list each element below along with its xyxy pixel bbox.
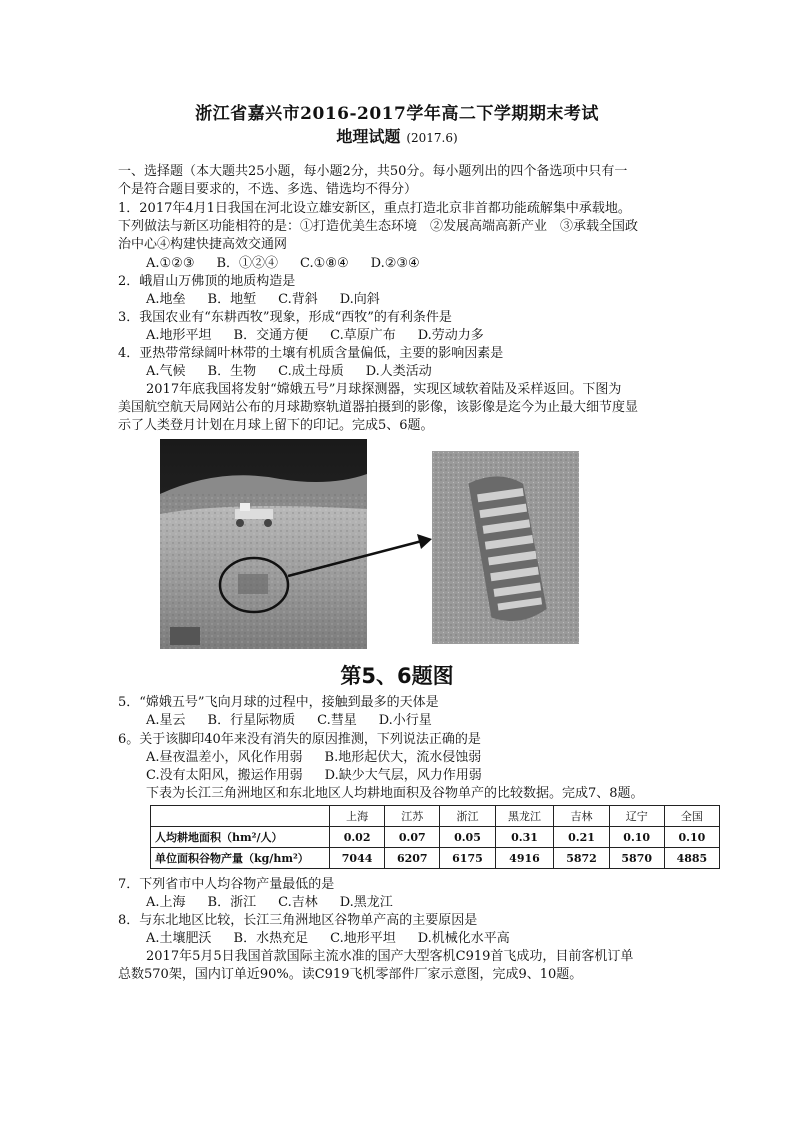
option-b: B.地形起伏大，流水侵蚀弱	[324, 750, 482, 765]
table-cell: 0.02	[330, 827, 385, 848]
farmland-grain-table	[150, 805, 720, 869]
question-1-options	[146, 255, 442, 272]
table-row-label: 人均耕地面积（hm²/人）	[151, 827, 330, 848]
lunar-landscape-photo	[160, 439, 367, 649]
question-3-stem: 3．我国农业有“东耕西牧”现象，形成“西牧”的有利条件是	[118, 310, 452, 325]
footprint-closeup-photo	[432, 451, 579, 644]
option-c: C.背斜	[278, 292, 318, 307]
option-d: D.人类活动	[365, 364, 432, 379]
option-b: B．生物	[207, 364, 257, 379]
table-cell: 5870	[609, 848, 664, 869]
question-6-options-row1	[146, 749, 503, 766]
option-d: D.小行星	[378, 713, 432, 728]
table-cell: 0.10	[609, 827, 664, 848]
table-row	[151, 848, 720, 869]
table-cell: 4916	[495, 848, 554, 869]
question-4-stem: 4．亚热带常绿阔叶林带的土壤有机质含量偏低，主要的影响因素是	[118, 346, 504, 361]
passage-5-6-line1: 2017年底我国将发射“嫦娥五号”月球探测器，实现区域软着陆及采样返回。下图为	[146, 382, 622, 397]
passage-5-6-line3: 示了人类登月计划在月球上留下的印记。完成5、6题。	[118, 418, 434, 433]
option-d: D.缺少大气层，风力作用弱	[324, 768, 482, 783]
option-a: A.星云	[146, 713, 186, 728]
question-6-options-row2	[146, 767, 504, 784]
section-instruction-line2: 个是符合题目要求的，不选、多选、错选均不得分）	[118, 182, 418, 197]
passage-5-6-line2: 美国航空航天局网站公布的月球勘察轨道器拍摄到的影像，该影像是迄今为止最大细节度显	[118, 400, 639, 415]
option-b: B．交通方便	[233, 328, 309, 343]
table-row	[151, 827, 720, 848]
table-cell: 0.05	[440, 827, 495, 848]
table-header-cell	[151, 806, 330, 827]
question-7-stem: 7．下列省市中人均谷物产量最低的是	[118, 877, 335, 892]
option-c: C.没有太阳风，搬运作用弱	[146, 768, 303, 783]
moon-footprint-figure	[160, 439, 580, 649]
exam-date: (2017.6)	[406, 131, 458, 145]
figure-caption: 第5、6题图	[340, 664, 454, 688]
table-cell: 0.21	[554, 827, 609, 848]
option-d: D.②③④	[370, 256, 420, 271]
table-cell: 6207	[385, 848, 440, 869]
option-a: A.气候	[146, 364, 186, 379]
question-5-stem: 5．“嫦娥五号”飞向月球的过程中，接触到最多的天体是	[118, 695, 439, 710]
table-row-label: 单位面积谷物产量（kg/hm²）	[151, 848, 330, 869]
passage-9-10-line1: 2017年5月5日我国首款国际主流水准的国产大型客机C919首飞成功，目前客机订单	[146, 949, 634, 964]
table-header-cell: 黑龙江	[495, 806, 554, 827]
table-cell: 5872	[554, 848, 609, 869]
option-d: D.向斜	[339, 292, 380, 307]
option-c: C.彗星	[317, 713, 357, 728]
table-header-cell: 上海	[330, 806, 385, 827]
table-header-cell: 江苏	[385, 806, 440, 827]
question-2-options	[146, 291, 402, 308]
question-6-stem: 6。关于该脚印40年来没有消失的原因推测，下列说法正确的是	[118, 732, 481, 747]
question-7-options	[146, 894, 415, 911]
option-a: A.昼夜温差小，风化作用弱	[146, 750, 303, 765]
option-a: A.上海	[146, 895, 186, 910]
table-cell: 0.10	[664, 827, 719, 848]
option-c: C.地形平坦	[330, 931, 396, 946]
option-c: C.成土母质	[278, 364, 344, 379]
table-cell: 6175	[440, 848, 495, 869]
table-header-cell: 浙江	[440, 806, 495, 827]
option-a: A.①②③	[146, 256, 195, 271]
exam-title: 浙江省嘉兴市2016-2017学年高二下学期期末考试	[195, 104, 599, 124]
table-header-cell: 辽宁	[609, 806, 664, 827]
option-b: B．①②④	[216, 256, 279, 271]
question-5-options	[146, 712, 454, 729]
question-2-stem: 2．峨眉山万佛顶的地质构造是	[118, 274, 296, 289]
passage-9-10-line2: 总数570架，国内订单近90%。读C919飞机零部件厂家示意图，完成9、10题。	[118, 967, 583, 982]
question-1-line1: 1．2017年4月1日我国在河北设立雄安新区，重点打造北京非首都功能疏解集中承载地。	[118, 201, 631, 216]
table-header-row	[151, 806, 720, 827]
option-a: A.地垒	[146, 292, 186, 307]
exam-subtitle	[0, 124, 794, 147]
question-8-stem: 8．与东北地区比较，长江三角洲地区谷物单产高的主要原因是	[118, 913, 478, 928]
option-c: C.吉林	[278, 895, 318, 910]
option-d: D.机械化水平高	[417, 931, 510, 946]
option-b: B．行星际物质	[207, 713, 296, 728]
subject-title: 地理试题	[336, 127, 401, 146]
option-c: C.草原广布	[330, 328, 396, 343]
option-c: C.①⑧④	[300, 256, 349, 271]
option-a: A.地形平坦	[146, 328, 212, 343]
question-1-line2: 下列做法与新区功能相符的是：①打造优美生态环境 ②发展高端高新产业 ③承载全国政	[118, 219, 639, 234]
option-a: A.土壤肥沃	[146, 931, 212, 946]
question-4-options	[146, 363, 454, 380]
table-cell: 0.31	[495, 827, 554, 848]
question-8-options	[146, 930, 532, 947]
passage-7-8: 下表为长江三角洲地区和东北地区人均耕地面积及谷物单产的比较数据。完成7、8题。	[146, 786, 644, 801]
table-cell: 7044	[330, 848, 385, 869]
option-d: D.黑龙江	[339, 895, 393, 910]
table-header-cell: 全国	[664, 806, 719, 827]
section-instruction-line1: 一、选择题（本大题共25小题，每小题2分，共50分。每小题列出的四个备选项中只有一	[118, 164, 628, 179]
question-3-options	[146, 327, 506, 344]
table-cell: 4885	[664, 848, 719, 869]
question-1-line3: 治中心④构建快捷高效交通网	[118, 237, 288, 252]
option-b: B．水热充足	[233, 931, 309, 946]
option-b: B．地堑	[207, 292, 257, 307]
table-cell: 0.07	[385, 827, 440, 848]
option-d: D.劳动力多	[417, 328, 484, 343]
option-b: B．浙江	[207, 895, 257, 910]
table-header-cell: 吉林	[554, 806, 609, 827]
